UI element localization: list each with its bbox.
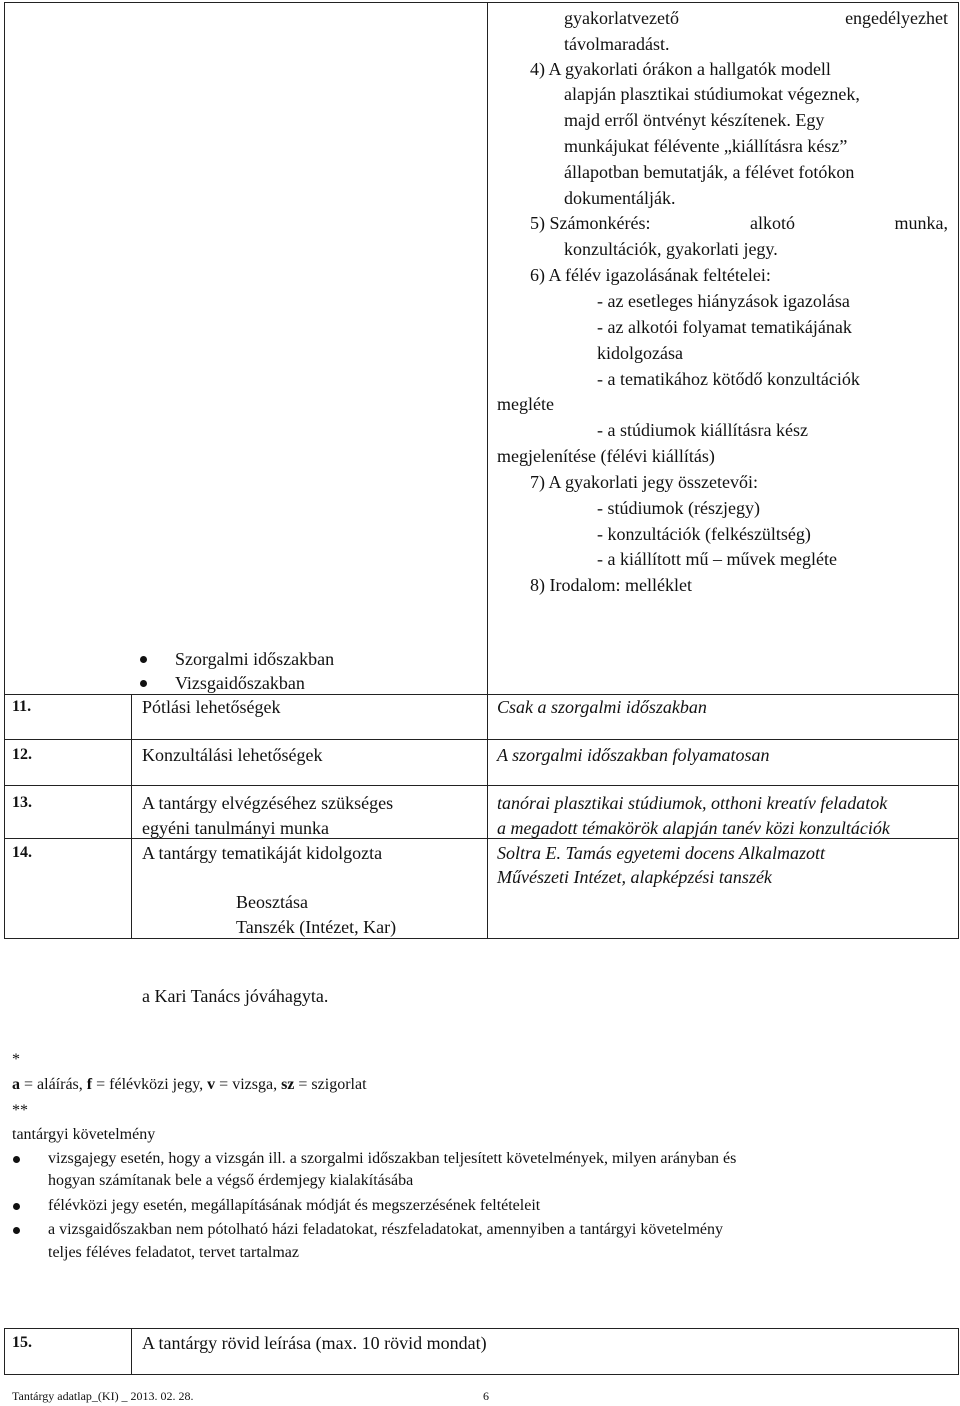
row-label: A tantárgy rövid leírása (max. 10 rövid mondat)	[142, 1333, 487, 1353]
row-label: Pótlási lehetőségek	[142, 697, 281, 717]
abbr-key: v	[207, 1076, 216, 1093]
text-line: 8) Irodalom: melléklet	[530, 575, 692, 595]
text-line: - az alkotói folyamat tematikájának	[597, 317, 852, 337]
text-line: konzultációk, gyakorlati jegy.	[564, 239, 778, 259]
text-fragment: alkotó	[749, 213, 795, 233]
bullet-icon	[140, 680, 147, 687]
row-value: a megadott témakörök alapján tanév közi konzultációk	[497, 818, 890, 838]
bullet-icon	[13, 1227, 20, 1234]
text-fragment: 5) Számonkérés:	[530, 213, 651, 233]
text-line: - a tematikához kötődő konzultációk	[597, 369, 860, 389]
abbr-value: = félévközi jegy,	[92, 1076, 208, 1093]
text-line: alapján plasztikai stúdiumokat végeznek,	[564, 84, 860, 104]
footnote-star: **	[12, 1102, 28, 1119]
row-label: Konzultálási lehetőségek	[142, 745, 323, 765]
row-label: egyéni tanulmányi munka	[142, 818, 329, 838]
requirement-item: hogyan számítanak bele a végső érdemjegy kialakításába	[48, 1172, 414, 1189]
row-divider-14	[4, 838, 959, 839]
row-number: 13.	[12, 794, 32, 811]
text-line: - stúdiumok (részjegy)	[597, 498, 760, 518]
row15-border-left	[4, 1328, 5, 1375]
table-border-left	[4, 2, 5, 939]
text-line: - a stúdiumok kiállításra kész	[597, 420, 808, 440]
period-item: Vizsgaidőszakban	[175, 673, 305, 693]
row-number: 12.	[12, 746, 32, 763]
row-value: A szorgalmi időszakban folyamatosan	[497, 745, 770, 765]
row15-border-mid	[131, 1328, 132, 1375]
text-line: állapotban bemutatják, a félévet fotókon	[564, 162, 855, 182]
text-fragment: engedélyezhet	[845, 8, 948, 28]
text-line: megjelenítése (félévi kiállítás)	[497, 446, 715, 466]
requirement-item: félévközi jegy esetén, megállapításának módját és megszerzésének feltételeit	[48, 1197, 541, 1214]
abbr-value: = aláírás,	[20, 1076, 87, 1093]
abbr-key: sz	[281, 1076, 295, 1093]
table-border-bottom	[4, 938, 959, 939]
abbr-key: f	[86, 1076, 93, 1093]
text-line: távolmaradást.	[564, 34, 670, 54]
table-border-top	[4, 2, 959, 3]
row-number: 14.	[12, 844, 32, 861]
table-border-right	[958, 2, 959, 939]
row-sublabel: Beosztása	[236, 892, 308, 912]
text-line: 4) A gyakorlati órákon a hallgatók modell	[530, 59, 831, 79]
abbr-value: = szigorlat	[294, 1076, 367, 1093]
row-sublabel: Tanszék (Intézet, Kar)	[236, 917, 397, 937]
text-line: - az esetleges hiányzások igazolása	[597, 291, 850, 311]
text-line	[530, 213, 948, 233]
text-line: dokumentálják.	[564, 188, 676, 208]
row-value: tanórai plasztikai stúdiumok, otthoni kreatív feladatok	[497, 793, 888, 813]
row-value: Csak a szorgalmi időszakban	[497, 697, 707, 717]
row-value: Soltra E. Tamás egyetemi docens Alkalmazott	[497, 843, 825, 863]
footnote-star: *	[12, 1051, 20, 1068]
approval-text: a Kari Tanács jóváhagyta.	[142, 986, 329, 1006]
row15-border-right	[958, 1328, 959, 1375]
text-line: kidolgozása	[597, 343, 683, 363]
row-number: 11.	[12, 698, 32, 715]
footer-document-name: Tantárgy adatlap_(KI) _ 2013. 02. 28.	[12, 1389, 194, 1403]
bullet-icon	[13, 1156, 20, 1163]
text-line: - konzultációk (felkészültség)	[597, 524, 811, 544]
row-divider-13	[4, 785, 959, 786]
row15-border-bottom	[4, 1374, 959, 1375]
requirement-title: tantárgyi követelmény	[12, 1126, 156, 1143]
abbr-key: a	[12, 1076, 20, 1093]
table-num-col-border	[131, 694, 132, 939]
row-divider-12	[4, 739, 959, 740]
row-label: A tantárgy elvégzéséhez szükséges	[142, 793, 394, 813]
text-line: 7) A gyakorlati jegy összetevői:	[530, 472, 758, 492]
text-line: - a kiállított mű – művek megléte	[597, 549, 837, 569]
abbreviation-legend	[12, 1076, 367, 1094]
requirement-item: teljes féléves feladatot, tervet tartalmaz	[48, 1244, 299, 1261]
requirement-item: a vizsgaidőszakban nem pótolható házi feladatokat, részfeladatokat, amennyiben a tantárgyi követelmény	[48, 1221, 723, 1238]
row-label: A tantárgy tematikáját kidolgozta	[142, 843, 383, 863]
text-fragment: munka,	[894, 213, 948, 233]
abbr-value: = vizsga,	[215, 1076, 282, 1093]
text-line: munkájukat félévente „kiállításra kész”	[564, 136, 848, 156]
text-line: megléte	[497, 394, 554, 414]
row-value: Művészeti Intézet, alapképzési tanszék	[497, 867, 772, 887]
row15-border-top	[4, 1328, 959, 1329]
table-border-mid	[487, 2, 488, 939]
requirement-item: vizsgajegy esetén, hogy a vizsgán ill. a szorgalmi időszakban teljesített követelmények, milyen arányban és	[48, 1150, 737, 1167]
bullet-icon	[140, 656, 147, 663]
row-number: 15.	[12, 1334, 32, 1351]
text-line: majd erről öntvényt készítenek. Egy	[564, 110, 825, 130]
text-fragment: gyakorlatvezető	[564, 8, 679, 28]
text-line: 6) A félév igazolásának feltételei:	[530, 265, 771, 285]
bullet-icon	[13, 1203, 20, 1210]
row-divider-11	[4, 694, 959, 695]
text-line	[564, 8, 948, 28]
period-item: Szorgalmi időszakban	[175, 649, 335, 669]
page-number: 6	[483, 1389, 489, 1403]
